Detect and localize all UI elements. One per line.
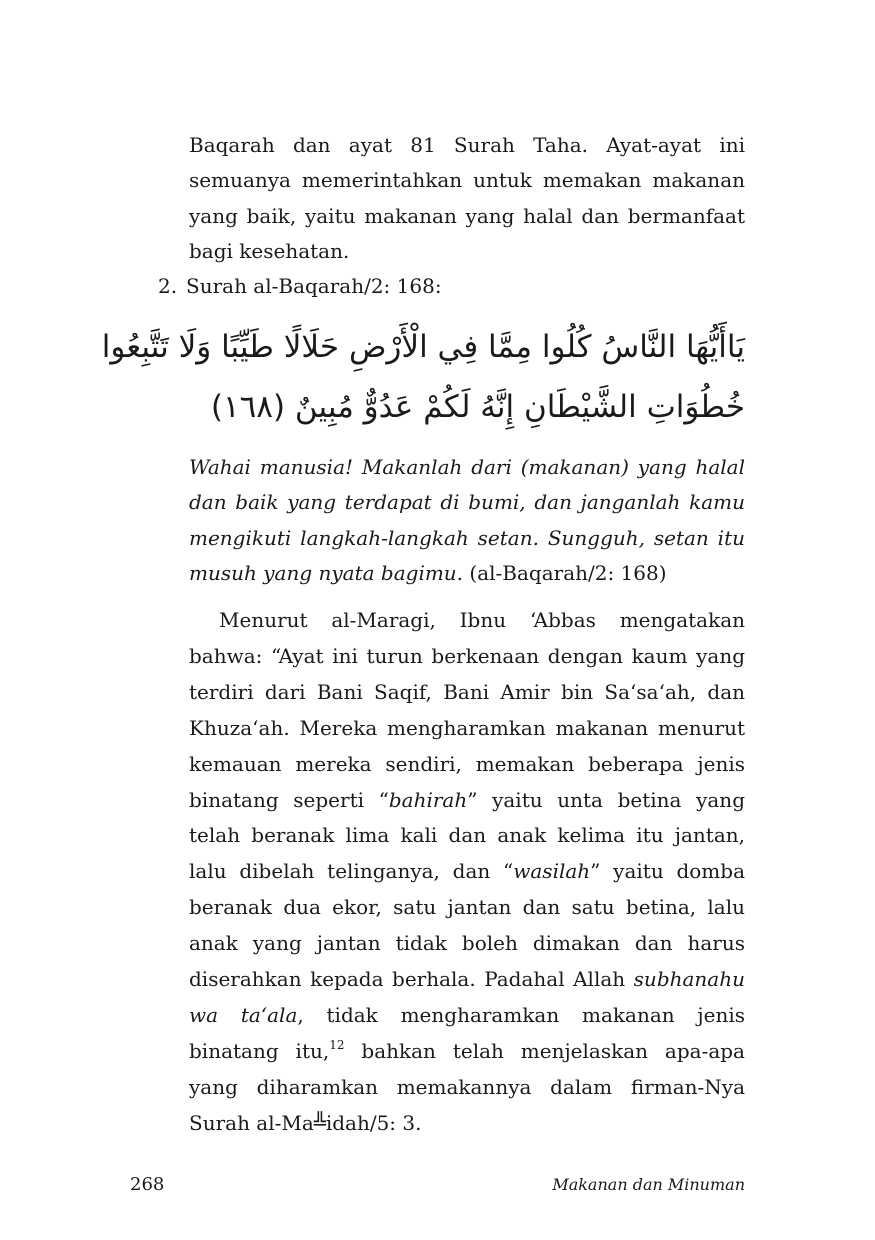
main-text-part-4: , tidak mengharamkan makanan jenis binatang itu, (189, 1002, 745, 1063)
transliteration-glyph: ╩ (313, 1110, 326, 1135)
main-text-part-2: ” yaitu unta betina yang telah beranak lima kali dan anak kelima itu jantan, lalu dibelah telinganya, dan “ (189, 787, 745, 884)
running-footer-title: Makanan dan Minuman (552, 1175, 745, 1194)
main-text-part-6: idah/5: 3. (325, 1110, 422, 1135)
translation-reference: (al-Baqarah/2: 168) (469, 561, 667, 586)
intro-paragraph: Baqarah dan ayat 81 Surah Taha. Ayat-ayat ini semuanya memerintahkan untuk memakan makanan yang baik, yaitu makanan yang halal dan bermanfaat bagi kesehatan. (189, 133, 745, 264)
main-paragraph (189, 603, 745, 1142)
list-item-number: 2. (158, 274, 178, 298)
main-text-part-3: ” yaitu domba beranak dua ekor, satu jantan dan satu betina, lalu anak yang jantan tidak boleh dimakan dan harus diserahkan kepada berhala. Padahal Allah (189, 859, 745, 992)
main-text-part-1: Menurut al-Maragi, Ibnu ‘Abbas mengatakan bahwa: “Ayat ini turun berkenaan dengan kaum yang terdiri dari Bani Saqif, Bani Amir bin Sa‘sa‘ah, dan Khuza‘ah. Mereka mengharamkan makanan menurut kemauan mereka sendiri, memakan beberapa jenis binatang seperti “ (189, 608, 745, 812)
main-text-part-5: bahkan telah menjelaskan apa-apa yang diharamkan memakannya dalam firman-Nya Surah al-Ma (189, 1038, 745, 1135)
list-item-label: Surah al-Baqarah/2: 168: (186, 274, 442, 298)
term-wasilah: wasilah (513, 859, 591, 884)
footnote-marker[interactable]: 12 (329, 1037, 345, 1052)
list-item-surah (158, 269, 442, 304)
term-bahirah: bahirah (388, 787, 468, 812)
term-subhanahu: subhanahu wa ta‘ala (189, 967, 745, 1027)
verse-translation (189, 450, 745, 592)
page-number: 268 (130, 1174, 165, 1195)
arabic-verse-line-2: خُطُوَاتِ الشَّيْطَانِ إِنَّهُ لَكُمْ عَدُوٌّ مُبِينٌ (١٦٨) (210, 389, 745, 425)
translation-text: Wahai manusia! Makanlah dari (makanan) yang halal dan baik yang terdapat di bumi, dan janganlah kamu mengikuti langkah-langkah setan. Sungguh, setan itu musuh yang nyata bagimu. (189, 455, 745, 586)
arabic-verse-line-1: يَاأَيُّهَا النَّاسُ كُلُوا مِمَّا فِي الْأَرْضِ حَلَالًا طَيِّبًا وَلَا تَتَّبِعُوا (101, 329, 745, 365)
